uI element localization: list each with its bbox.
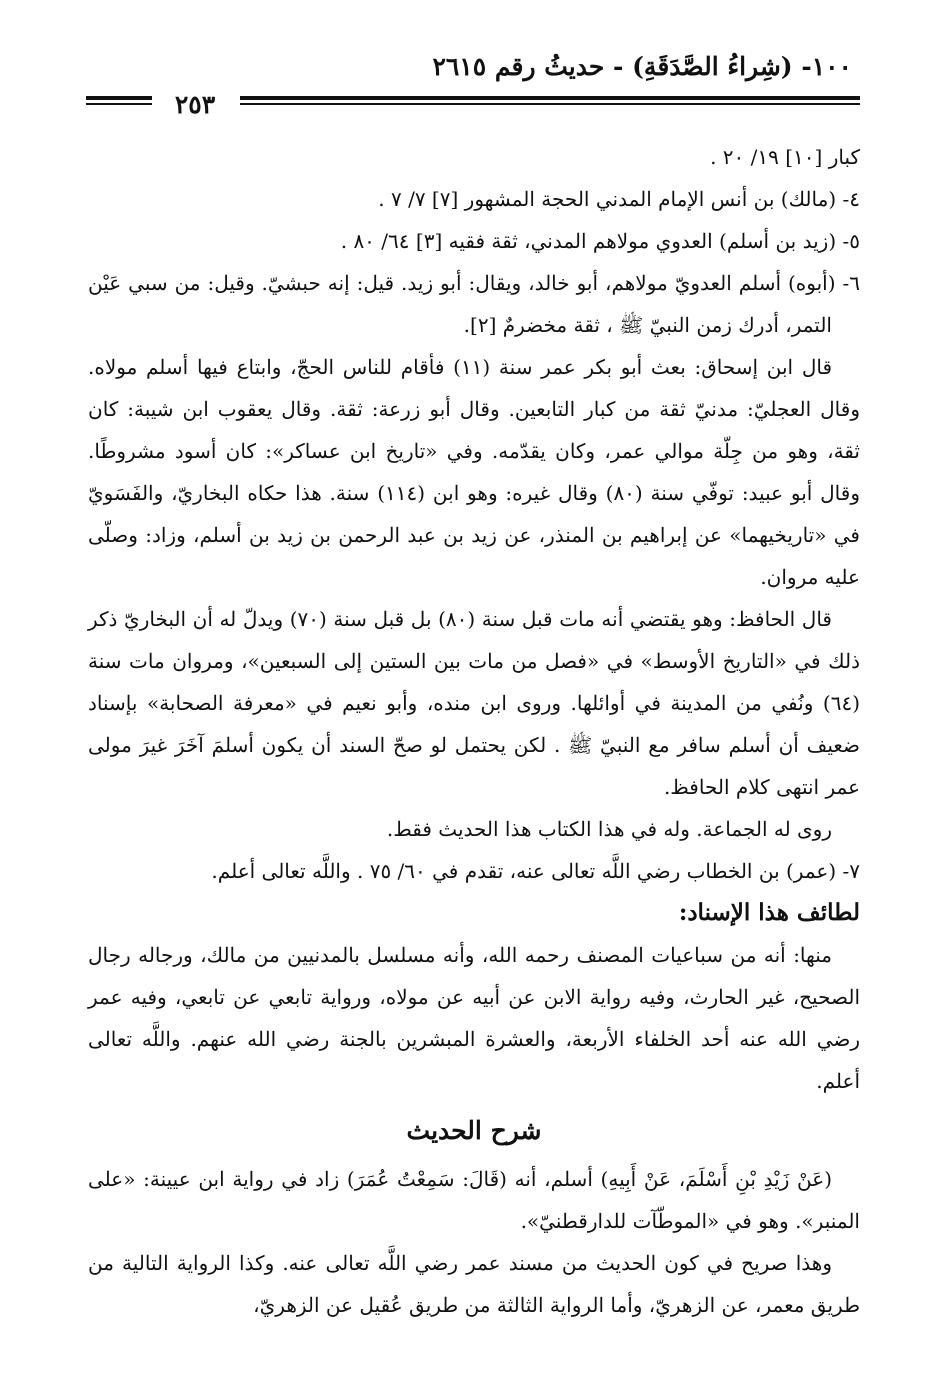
section-heading: لطائف هذا الإسناد: [678, 899, 860, 926]
paragraph-hafiz: قال الحافظ: وهو يقتضي أنه مات قبل سنة (٨٠) بل قبل سنة (٧٠) ويدلّ له أن البخاريّ ذكر ذلك في «التاريخ الأوسط» في «فصل من مات بين الستين إلى السبعين»، ومروان مات سنة (٦٤) ونُفي من المدينة في أوائلها. وروى ابن منده، وأبو نعيم في «معرفة الصحابة» بإسناد ضعيف أن أسلم سافر مع النبيّ ﷺ . لكن يحتمل لو صحّ السند أن يكون أسلمَ آخَرَ غيرَ مولى عمر انتهى كلام الحافظ. [88, 607, 860, 799]
header-rule-long [240, 96, 860, 100]
centered-heading: شرح الحديث [406, 1116, 542, 1145]
paragraph-sharh: (عَنْ زَيْدِ بْنِ أَسْلَمَ، عَنْ أَبِيهِ) أسلم، أنه (قَالَ: سَمِعْتُ عُمَرَ) زاد في رواية ابن عيينة: «على المنبر». وهو في «الموطّآت للدارقطنيّ». [88, 1167, 860, 1233]
narrator-malik: ٤- (مالك) بن أنس الإمام المدني الحجة المشهور [٧] ٧/ ٧ . [378, 187, 860, 211]
paragraph-jamaa: روى له الجماعة. وله في هذا الكتاب هذا الحديث فقط. [386, 817, 832, 841]
header-rule-long-thin [240, 103, 860, 105]
narrator-zayd: ٥- (زيد بن أسلم) العدوي مولاهم المدني، ثقة فقيه [٣] ٦٤/ ٨٠ . [340, 229, 860, 253]
running-header-title: ١٠٠- (شِراءُ الصَّدَقَةِ) - حديثُ رقم ٢٦١٥ [432, 52, 852, 81]
header-rule-short [86, 96, 152, 100]
narrator-aslam: ٦- (أبوه) أسلم العدويّ مولاهم، أبو خالد، ويقال: أبو زيد. قيل: إنه حبشيّ. وقيل: من سبي عَيْن التمر، أدرك زمن النبيّ ﷺ ، ثقة مخضرمٌ [٢]. [88, 271, 860, 337]
paragraph-lataif: منها: أنه من سباعيات المصنف رحمه الله، وأنه مسلسل بالمدنيين من مالك، ورجاله رجال الصحيح، غير الحارث، وفيه رواية الابن عن أبيه عن مولاه، ورواية تابعي عن تابعي، وفيه عمر رضي الله عنه أحد الخلفاء الأربعة، والعشرة المبشرين بالجنة رضي الله عنهم. واللَّه تعالى أعلم. [88, 943, 860, 1093]
narrator-umar: ٧- (عمر) بن الخطاب رضي اللَّه تعالى عنه، تقدم في ٦٠/ ٧٥ . واللَّه تعالى أعلم. [211, 859, 860, 883]
paragraph-kibar: كبار [١٠] ١٩/ ٢٠ . [710, 145, 860, 169]
page-number: ٢٥٣ [174, 90, 216, 119]
paragraph-ibn-ishaq: قال ابن إسحاق: بعث أبو بكر عمر سنة (١١) فأقام للناس الحجّ، وابتاع فيها أسلم مولاه. وقال العجليّ: مدنيّ ثقة من كبار التابعين. وقال أبو زرعة: ثقة. وقال يعقوب ابن شيبة: كان ثقة، وهو من جِلّة موالي عمر، وكان يقدّمه. وفي «تاريخ ابن عساكر»: كان أسود مشروطًا. وقال أبو عبيد: توفّي سنة (٨٠) وقال غيره: وهو ابن (١١٤) سنة. هذا حكاه البخاريّ، والفَسَويّ في «تاريخيهما» عن إبراهيم بن المنذر، عن زيد بن عبد الرحمن بن زيد بن أسلم، وزاد: وصلّى عليه مروان. [88, 355, 860, 589]
header-rule-short-thin [86, 103, 152, 105]
paragraph-sarih: وهذا صريح في كون الحديث من مسند عمر رضي اللَّه تعالى عنه. وكذا الرواية التالية من طريق معمر، عن الزهريّ، وأما الرواية الثالثة من طريق عُقيل عن الزهريّ، [88, 1251, 860, 1317]
page-body [88, 136, 860, 1326]
